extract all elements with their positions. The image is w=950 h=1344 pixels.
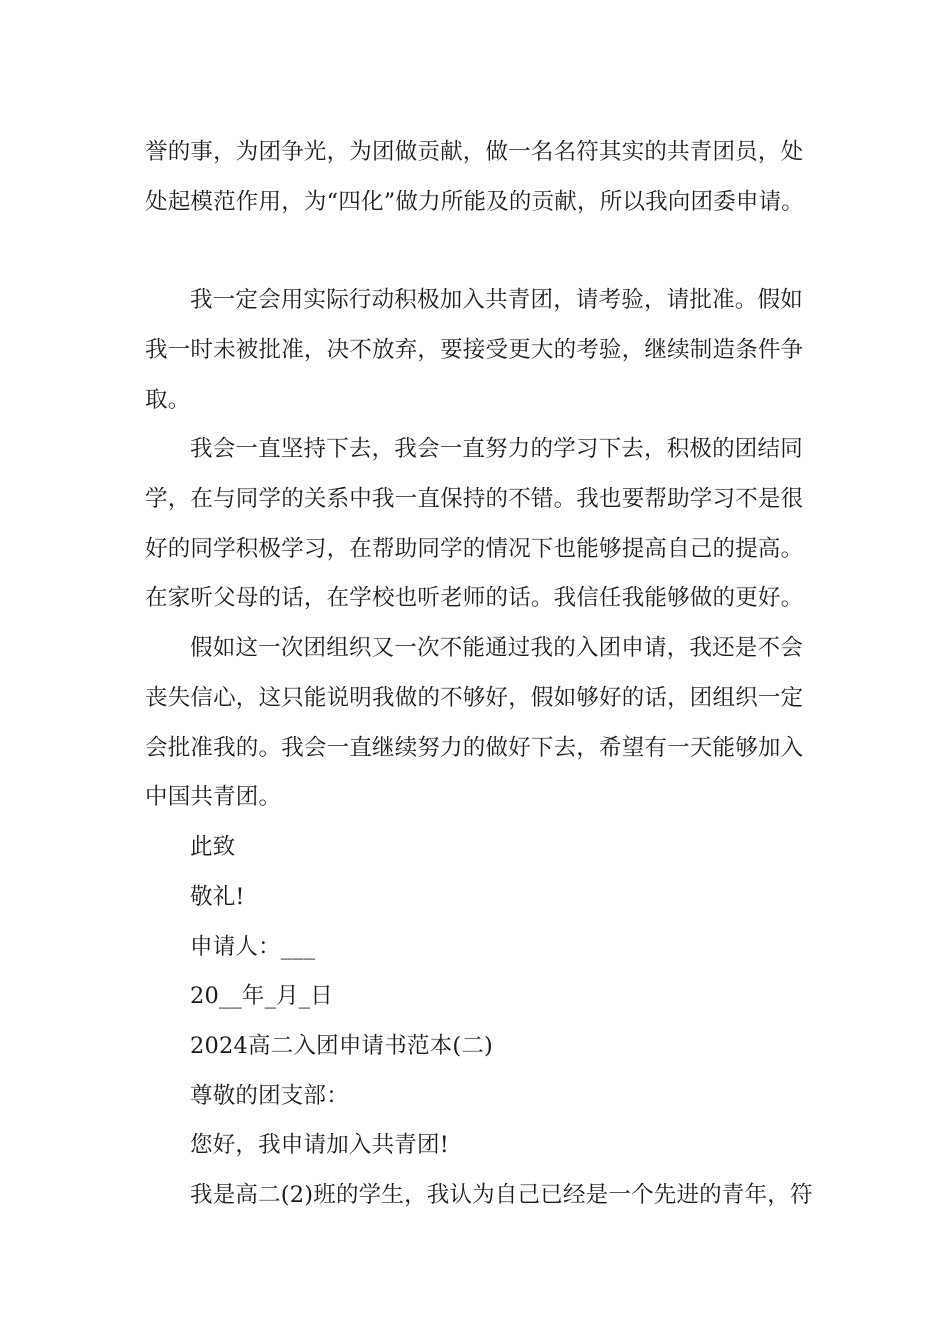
intro-line: 您好，我申请加入共青团! [190, 1132, 449, 1158]
text-line: 誉的事，为团争光，为团做贡献，做一名名符其实的共青团员，处 [145, 139, 804, 165]
paragraph-start: 我会一直坚持下去，我会一直努力的学习下去，积极的团结同 [190, 436, 803, 462]
date-line: 20__年_月_日 [190, 983, 333, 1009]
text-line: 好的同学积极学习，在帮助同学的情况下也能够提高自己的提高。 [145, 536, 804, 562]
greeting-line: 尊敬的团支部： [190, 1083, 349, 1109]
text-line: 学，在与同学的关系中我一直保持的不错。我也要帮助学习不是很 [145, 486, 804, 512]
section-title: 2024高二入团申请书范本(二) [190, 1033, 494, 1059]
text-line: 会批准我的。我会一直继续努力的做好下去，希望有一天能够加入 [145, 735, 804, 761]
text-line: 在家听父母的话，在学校也听老师的话。我信任我能够做的更好。 [145, 585, 804, 611]
applicant-signature: 申请人：___ [190, 934, 316, 960]
text-line: 中国共青团。 [145, 784, 282, 810]
paragraph-start: 我是高二(2)班的学生，我认为自己已经是一个先进的青年，符 [190, 1182, 813, 1208]
text-line: 取。 [145, 387, 191, 413]
closing-regards: 敬礼! [190, 884, 245, 910]
text-line: 处起模范作用，为“四化”做力所能及的贡献，所以我向团委申请。 [145, 189, 805, 215]
text-line: 我一时未被批准，决不放弃，要接受更大的考验，继续制造条件争 [145, 337, 804, 363]
text-line: 丧失信心，这只能说明我做的不够好，假如够好的话，团组织一定 [145, 685, 804, 711]
paragraph-start: 我一定会用实际行动积极加入共青团，请考验，请批准。假如 [190, 287, 803, 313]
paragraph-start: 假如这一次团组织又一次不能通过我的入团申请，我还是不会 [190, 635, 803, 661]
closing-salutation: 此致 [190, 834, 236, 860]
